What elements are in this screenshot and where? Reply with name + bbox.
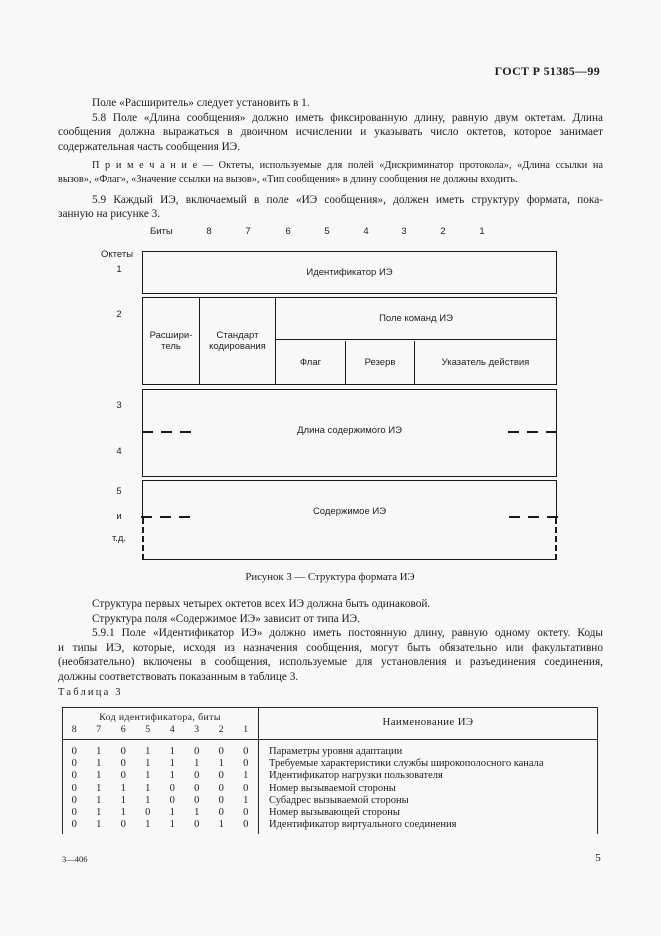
bit-number: 5 — [324, 226, 330, 237]
note-line: вызов», «Флаг», «Значение ссылки на вызов», «Тип сообщения» в длину сообщения не должны входить. — [58, 173, 518, 185]
table-header-divider — [62, 739, 598, 740]
code-bit: 0 — [169, 782, 175, 794]
bit-number: 3 — [401, 226, 407, 237]
code-bit: 1 — [96, 746, 102, 757]
cell-label: Указатель действия — [441, 357, 530, 368]
code-bit: 1 — [169, 806, 175, 818]
code-bit: 1 — [96, 782, 102, 794]
octet-number: 5 — [116, 486, 122, 497]
command-field-cell — [276, 298, 556, 340]
cell-label: Флаг — [299, 357, 322, 368]
bit-header: 3 — [194, 724, 200, 735]
cell-label: Поле команд ИЭ — [379, 312, 453, 324]
code-bit: 0 — [120, 758, 126, 770]
code-bits — [62, 819, 258, 831]
ie-name: Субадрес вызываемой стороны — [269, 794, 409, 806]
ie-name: Номер вызывающей стороны — [269, 806, 400, 818]
note-line: П р и м е ч а н и е — Октеты, используемые для полей «Дискриминатор протокола», «Длина ссылки на — [92, 160, 603, 172]
code-bit: 0 — [218, 746, 224, 757]
code-bit: 1 — [169, 746, 175, 757]
cell-label: Длина содержимого ИЭ — [297, 425, 402, 436]
code-bit: 1 — [218, 819, 224, 831]
code-bit: 0 — [243, 819, 249, 831]
ie-name: Идентификатор виртуального соединения — [269, 819, 457, 831]
code-bit: 0 — [218, 806, 224, 818]
cell-label: Содержимое ИЭ — [312, 506, 387, 517]
table-row — [62, 807, 598, 819]
dashed-divider-right — [502, 516, 558, 518]
octet2-row — [142, 297, 557, 385]
paragraph-line: занную на рисунке 3. — [58, 208, 161, 221]
bit-number: 8 — [206, 226, 212, 237]
octet3-4-length-cell — [142, 389, 557, 477]
code-bit: 0 — [218, 782, 224, 794]
code-bit: 1 — [120, 806, 126, 818]
code-bit: 1 — [120, 794, 126, 806]
bit-number: 6 — [285, 226, 291, 237]
bits-axis-label: Биты — [150, 226, 173, 237]
code-bit: 1 — [96, 758, 102, 770]
bit-header: 7 — [96, 724, 102, 735]
code-bit: 1 — [194, 758, 200, 770]
page-number: 5 — [595, 852, 601, 864]
code-bit: 0 — [120, 819, 126, 831]
body-text-lower — [58, 597, 603, 685]
table-row — [62, 783, 598, 795]
code-bits — [62, 746, 258, 758]
print-order-number: 3—406 — [62, 854, 88, 864]
code-bits — [62, 783, 258, 795]
code-bit: 0 — [243, 746, 249, 757]
code-bit: 0 — [71, 758, 77, 770]
bit-header: 2 — [218, 724, 224, 735]
code-bit: 1 — [120, 782, 126, 794]
ie-name: Требуемые характеристики службы широкополосного канала — [269, 758, 544, 770]
code-bit: 0 — [120, 770, 126, 782]
bit-headers-row — [62, 724, 258, 735]
ie-name: Идентификатор нагрузки пользователя — [269, 770, 443, 782]
code-bits — [62, 758, 258, 770]
code-bit: 0 — [194, 782, 200, 794]
code-bit: 1 — [145, 770, 151, 782]
table-body — [62, 746, 598, 831]
paragraph-line: и типы ИЭ, которые, исходя из назначения сообщения, могут быть обязательно или факультативно — [58, 641, 603, 654]
bit-number: 4 — [363, 226, 369, 237]
action-indicator-cell — [415, 341, 556, 384]
code-bit: 1 — [169, 819, 175, 831]
code-bit: 1 — [243, 770, 249, 782]
code-bit: 1 — [145, 819, 151, 831]
bit-header: 1 — [243, 724, 249, 735]
code-bits — [62, 795, 258, 807]
extender-cell — [143, 298, 200, 384]
flag-cell — [276, 341, 346, 384]
octet-number: т.д. — [111, 533, 127, 544]
code-bit: 0 — [71, 746, 77, 757]
code-bit: 0 — [71, 782, 77, 794]
bit-number: 1 — [479, 226, 485, 237]
bit-header: 8 — [71, 724, 77, 735]
code-bit: 0 — [243, 758, 249, 770]
bit-header: 4 — [169, 724, 175, 735]
code-bit: 0 — [71, 819, 77, 831]
dashed-divider-left — [141, 516, 197, 518]
code-bit: 1 — [145, 758, 151, 770]
code-bit: 0 — [194, 746, 200, 757]
reserve-cell — [346, 341, 415, 384]
paragraph-line: сообщения должна выражаться в двоичном исчислении и указывать число октетов, которое занимает — [58, 126, 603, 139]
code-bit: 1 — [96, 819, 102, 831]
paragraph-line: Структура первых четырех октетов всех ИЭ должна быть одинаковой. — [92, 598, 431, 610]
content-cell-lower-border — [142, 518, 557, 560]
table-row — [62, 746, 598, 758]
document-number: ГОСТ Р 51385—99 — [494, 64, 600, 78]
table-row — [62, 758, 598, 770]
bit-number: 7 — [245, 226, 251, 237]
code-bit: 0 — [194, 819, 200, 831]
figure-caption: Рисунок 3 — Структура формата ИЭ — [245, 571, 415, 583]
cell-label: Расшири- тель — [149, 330, 193, 352]
code-bit: 1 — [169, 758, 175, 770]
table-3-label: Таблица 3 — [58, 687, 123, 698]
dashed-divider-right — [501, 431, 557, 433]
paragraph-line: (необязательно) включены в сообщения, используемые для установления и разъединения соединения, — [58, 656, 603, 669]
name-column-header: Наименование ИЭ — [382, 716, 474, 728]
paragraph-line: должны соответствовать показанным в таблице 3. — [58, 670, 299, 683]
paragraph-line: Поле «Расширитель» следует установить в 1. — [92, 97, 310, 109]
code-bit: 0 — [71, 806, 77, 818]
code-column-header: Код идентификатора, биты — [99, 712, 221, 723]
code-bits — [62, 770, 258, 782]
paragraph-line: Структура поля «Содержимое ИЭ» зависит от типа ИЭ. — [92, 612, 360, 625]
code-bit: 1 — [96, 794, 102, 806]
cell-label: Стандарт кодирования — [209, 330, 266, 352]
octets-axis-label: Октеты — [101, 249, 134, 260]
code-bit: 1 — [145, 746, 151, 757]
code-bit: 0 — [194, 770, 200, 782]
code-bit: 0 — [71, 770, 77, 782]
paragraph-line: содержательная часть сообщения ИЭ. — [58, 140, 241, 153]
code-bit: 1 — [96, 806, 102, 818]
code-bits — [62, 807, 258, 819]
code-bit: 0 — [243, 782, 249, 794]
octet-number: 3 — [116, 400, 122, 411]
ie-name: Номер вызываемой стороны — [269, 782, 396, 794]
code-bit: 0 — [243, 806, 249, 818]
bit-header: 5 — [145, 724, 151, 735]
octet-number: 1 — [116, 264, 122, 275]
octet1-identifier-cell — [142, 251, 557, 294]
bit-header: 6 — [120, 724, 126, 735]
code-bit: 1 — [243, 794, 249, 806]
paragraph-line: 5.9.1 Поле «Идентификатор ИЭ» должно иметь постоянную длину, равную одному октету. Коды — [92, 627, 603, 640]
octet-number: и — [116, 511, 122, 522]
code-bit: 1 — [169, 770, 175, 782]
code-bit: 1 — [194, 806, 200, 818]
code-bit: 1 — [145, 794, 151, 806]
paragraph-line: 5.9 Каждый ИЭ, включаемый в поле «ИЭ сообщения», должен иметь структуру формата, пока- — [92, 193, 603, 206]
paragraph-line: 5.8 Поле «Длина сообщения» должно иметь фиксированную длину, равную двум октетам. Длина — [92, 111, 603, 124]
octet-number: 4 — [116, 446, 122, 457]
code-bit: 1 — [96, 770, 102, 782]
ie-name: Параметры уровня адаптации — [269, 746, 403, 757]
code-bit: 0 — [218, 794, 224, 806]
coding-standard-cell — [200, 298, 276, 384]
code-bit: 0 — [218, 770, 224, 782]
octet5-content-cell — [142, 480, 557, 560]
table-3 — [62, 707, 598, 833]
code-bit: 0 — [71, 794, 77, 806]
code-bit: 0 — [169, 794, 175, 806]
table-row — [62, 795, 598, 807]
dashed-divider-left — [142, 431, 198, 433]
table-row — [62, 770, 598, 782]
code-bit: 0 — [194, 794, 200, 806]
octet-number: 2 — [116, 309, 122, 320]
code-bit: 0 — [145, 806, 151, 818]
table-row — [62, 819, 598, 831]
cell-label: Идентификатор ИЭ — [306, 267, 393, 278]
code-bit: 0 — [120, 746, 126, 757]
bit-number: 2 — [440, 226, 446, 237]
code-bit: 1 — [218, 758, 224, 770]
code-bit: 1 — [145, 782, 151, 794]
cell-label: Резерв — [364, 357, 396, 368]
